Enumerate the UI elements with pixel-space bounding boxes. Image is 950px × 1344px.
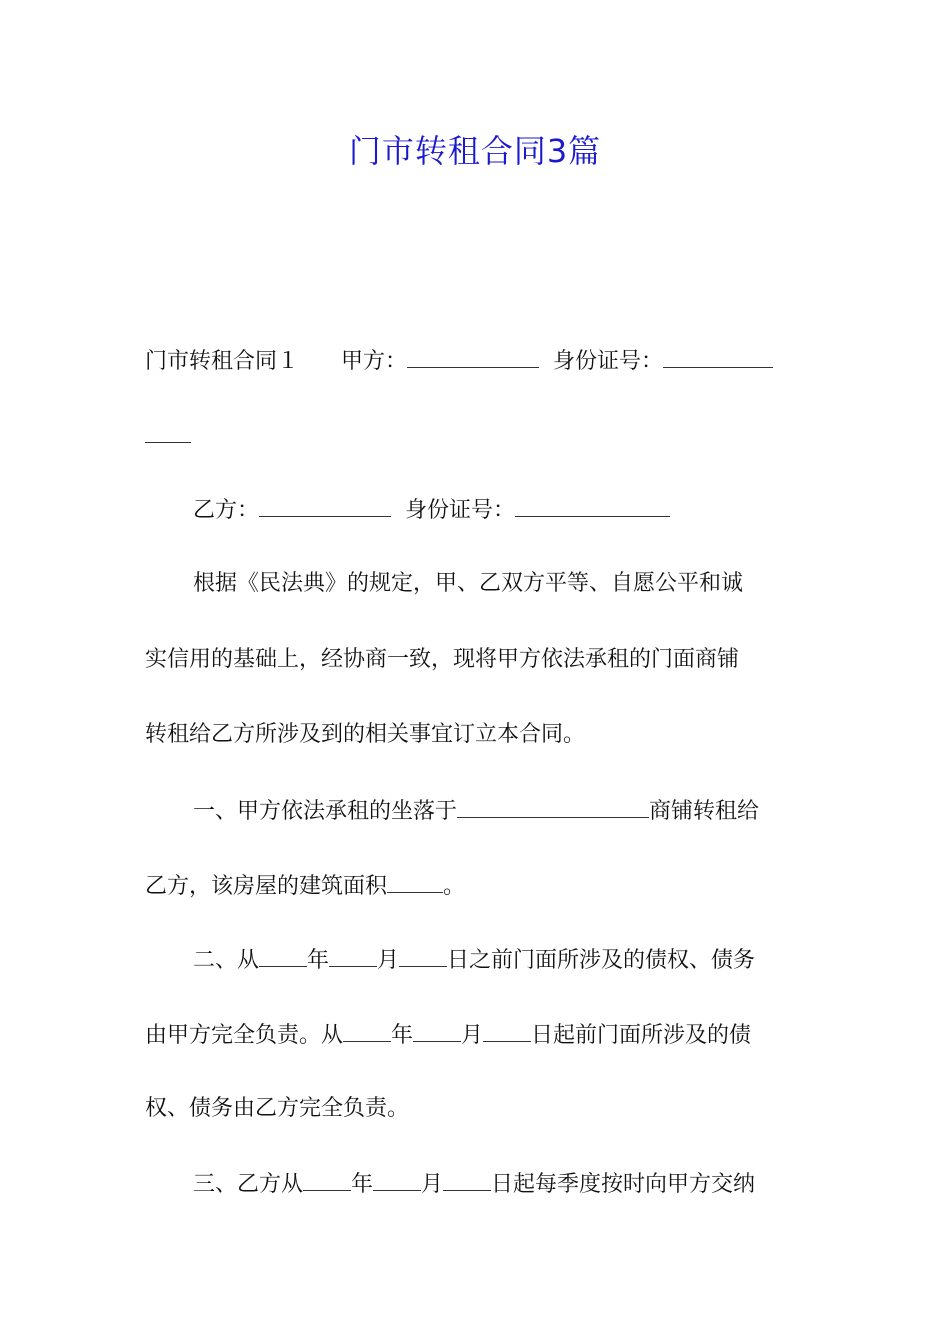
party-b-label: 乙方：	[193, 498, 260, 523]
party-a-id-label: 身份证号：	[553, 349, 664, 374]
clause-text: 。	[443, 874, 466, 899]
paragraph-line: 根据《民法典》的规定，甲、乙双方平等、自愿公平和诚	[193, 571, 744, 596]
party-a-label: 甲方：	[341, 349, 408, 374]
party-a-id-blank	[663, 345, 773, 368]
clause-text: 日之前门面所涉及的债权、债务	[447, 948, 756, 973]
party-b-id-label: 身份证号：	[405, 498, 516, 523]
location-blank	[457, 795, 649, 818]
day-blank	[443, 1168, 491, 1191]
day-blank	[483, 1019, 531, 1042]
year-label: 年	[307, 948, 330, 973]
month-blank	[329, 944, 377, 967]
clause-text: 日起前门面所涉及的债	[531, 1023, 752, 1048]
day-blank	[399, 944, 447, 967]
document-title: 门市转租合同3篇	[348, 132, 602, 170]
month-label: 月	[421, 1172, 444, 1197]
year-blank	[303, 1168, 351, 1191]
area-blank	[387, 870, 443, 893]
clause-three-line	[193, 1168, 858, 1200]
month-label: 月	[461, 1023, 484, 1048]
clause-one-cont	[145, 870, 810, 902]
clause-text: 二、从	[193, 948, 260, 973]
party-a-id-blank-cont	[145, 420, 191, 443]
month-blank	[373, 1168, 421, 1191]
clause-text: 一、甲方依法承租的坐落于	[193, 799, 458, 824]
clause-text: 日起每季度按时向甲方交纳	[491, 1172, 756, 1197]
party-a-id-continuation	[145, 420, 810, 452]
party-a-blank	[407, 345, 539, 368]
paragraph-line: 转租给乙方所涉及到的相关事宜订立本合同。	[145, 722, 586, 747]
party-b-line	[193, 494, 858, 526]
clause-text: 由甲方完全负责。从	[145, 1023, 344, 1048]
clause-two-line	[193, 944, 858, 976]
paragraph-line: 实信用的基础上，经协商一致，现将甲方依法承租的门面商铺	[145, 647, 740, 672]
clause-text: 三、乙方从	[193, 1172, 304, 1197]
clause-text: 商铺转租给	[649, 799, 760, 824]
year-blank	[343, 1019, 391, 1042]
party-b-id-blank	[515, 494, 670, 517]
clause-one-line	[193, 795, 858, 827]
month-label: 月	[377, 948, 400, 973]
year-blank	[259, 944, 307, 967]
party-a-line	[145, 345, 810, 377]
month-blank	[413, 1019, 461, 1042]
year-label: 年	[391, 1023, 414, 1048]
clause-two-cont	[145, 1019, 810, 1051]
clause-text: 乙方，该房屋的建筑面积	[145, 874, 388, 899]
party-b-blank	[259, 494, 391, 517]
year-label: 年	[351, 1172, 374, 1197]
contract-heading: 门市转租合同１	[145, 349, 300, 374]
paragraph-line: 权、债务由乙方完全负责。	[145, 1096, 410, 1121]
